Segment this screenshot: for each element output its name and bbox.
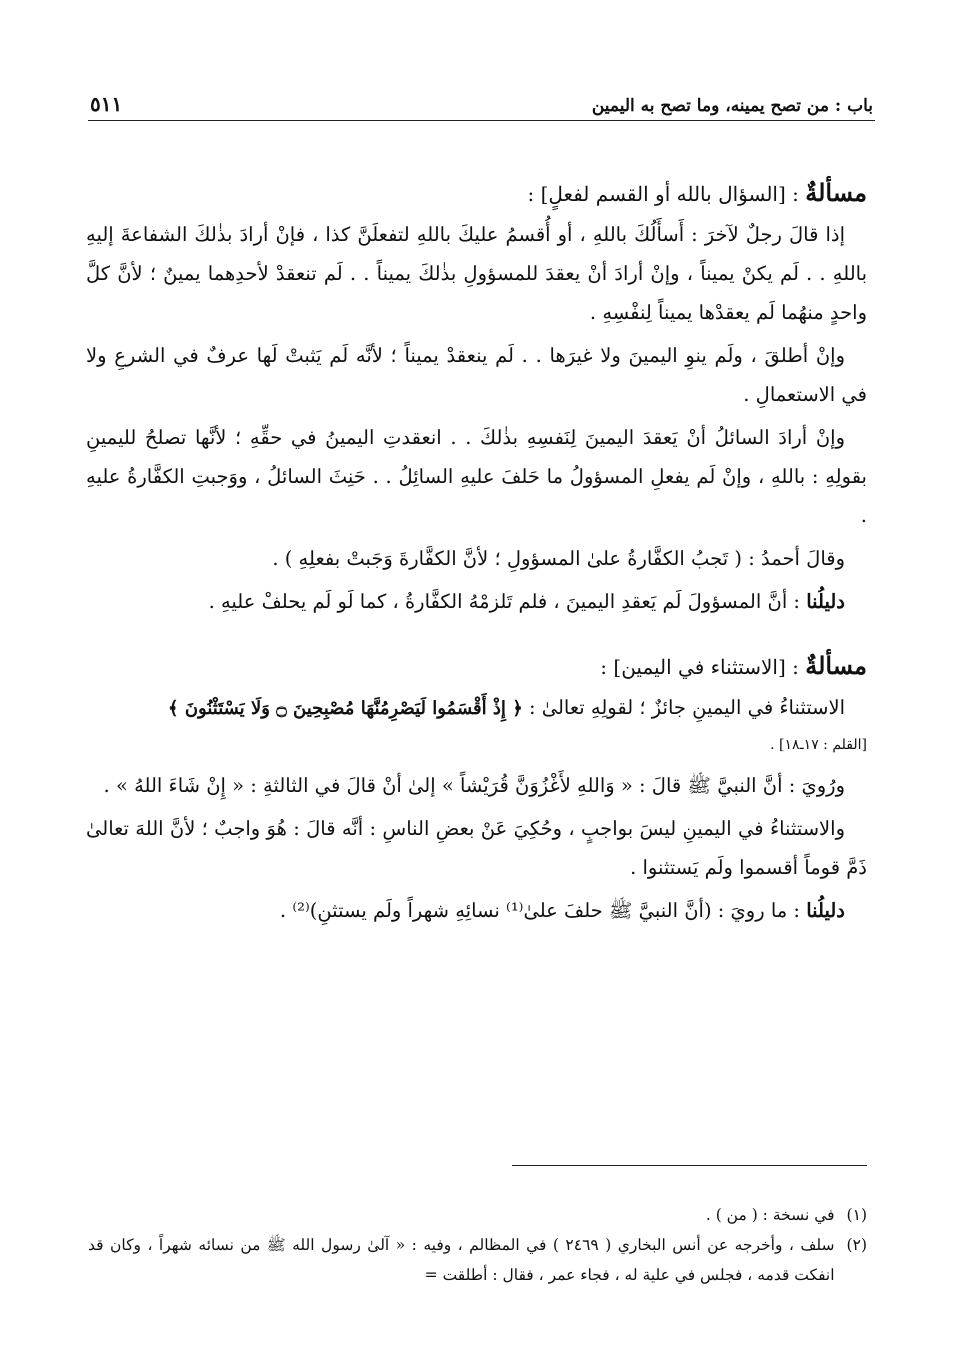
- section-heading-2: مسألةٌ : [الاستثناء في اليمين] :: [600, 651, 867, 680]
- footnote-text: في نسخة : ( من ) .: [705, 1206, 835, 1224]
- main-text: [86, 178, 867, 934]
- paragraph: وقالَ أحمدُ : ( تَجبُ الكفَّارةُ علىٰ المسؤولِ ؛ لأنَّ الكفَّارةَ وَجَبتْ بفعلِهِ ) .: [272, 547, 845, 570]
- footnote: [88, 1200, 867, 1230]
- footnote-number: (٢): [846, 1236, 867, 1254]
- issue-title: [الاستثناء في اليمين] :: [600, 655, 786, 679]
- paragraph: وإنْ أرادَ السائلُ أنْ يَعقدَ اليمينَ لِنَفسِهِ بذٰلكَ . . انعقدتِ اليمينُ في حقِّهِ ؛ لأنَّها تصلحُ لليمينِ بقولِهِ : باللهِ ، وإنْ لَم يفعلِ المسؤولُ ما حَلفَ عليهِ السائِلُ . . حَنِثَ السائلُ ، ووَجبتِ الكفَّارةُ عليهِ .: [86, 426, 867, 527]
- issue-keyword: مسألةٌ: [805, 651, 867, 680]
- verse-reference: [القلم : ١٧ـ١٨] .: [770, 737, 867, 753]
- paragraph: والاستثناءُ في اليمينِ ليسَ بواجبٍ ، وحُكِيَ عَنْ بعضِ الناسِ : أنَّه قالَ : هُوَ واجبٌ ؛ لأنَّ اللهَ تعالىٰ ذَمَّ قوماً أقسموا ولَم يَستثنوا .: [86, 817, 867, 879]
- issue-title: [السؤال بالله أو القسم لفعلٍ] :: [527, 182, 786, 206]
- evidence-paragraph: دليلُنا : ما رويَ : (أنَّ النبيَّ ﷺ حلفَ علىٰ⁽¹⁾ نسائِهِ شهراً ولَم يستثنِ)⁽²⁾ .: [279, 899, 845, 922]
- footnotes: [88, 1200, 867, 1290]
- quran-verse: ﴿ إِذْ أَقْسَمُوا لَيَصْرِمُنَّهَا مُصْبِحِينَ ۝ وَلَا يَسْتَثْنُونَ ﴾: [168, 698, 523, 719]
- issue-keyword: مسألةٌ: [805, 178, 867, 207]
- paragraph: ورُويَ : أنَّ النبيَّ ﷺ قالَ : « وَاللهِ لأَغْزُوَنَّ قُرَيْشاً » إلىٰ أنْ قالَ في الثالثةِ : « إِنْ شَاءَ اللهُ » .: [103, 774, 845, 797]
- paragraph: وإنْ أطلقَ ، ولَم ينوِ اليمينَ ولا غيرَها . . لَم ينعقدْ يميناً ؛ لأنَّه لَم يَثبتْ لَها عرفٌ في الشرعِ ولا في الاستعمالِ .: [86, 344, 867, 406]
- verse-paragraph: الاستثناءُ في اليمينِ جائزٌ ؛ لقولِهِ تعالىٰ : ﴿ إِذْ أَقْسَمُوا لَيَصْرِمُنَّهَا مُصْبِحِينَ ۝ وَلَا يَسْتَثْنُونَ ﴾: [168, 696, 845, 719]
- footnote-rule: [512, 1165, 867, 1166]
- evidence-keyword: دليلُنا: [806, 590, 845, 613]
- chapter-title: باب : من تصح يمينه، وما تصح به اليمين: [591, 96, 873, 116]
- section-heading-1: مسألةٌ : [السؤال بالله أو القسم لفعلٍ] :: [527, 178, 867, 207]
- footnote-number: (١): [846, 1206, 867, 1224]
- paragraph: إذا قالَ رجلٌ لآخرَ : أَسأَلُكَ باللهِ ، أو أُقسمُ عليكَ باللهِ لتفعلَنَّ كذا ، فإنْ أرادَ بذٰلكَ الشفاعةَ إليهِ باللهِ . . لَم يكنْ يميناً ، وإنْ أرادَ أنْ يعقدَ للمسؤولِ بذٰلكَ يميناً . . لَم تنعقدْ لأحدِهما يمينٌ ؛ لأنَّ كلَّ واحدٍ منهُما لَم يعقدْها يميناً لِنفْسِهِ .: [86, 223, 867, 324]
- header-rule: [88, 120, 875, 121]
- running-header: [90, 86, 873, 116]
- evidence-keyword: دليلُنا: [806, 899, 845, 922]
- evidence-paragraph: دليلُنا : أنَّ المسؤولَ لَم يَعقدِ اليمينَ ، فلم تَلزمْهُ الكفَّارةُ ، كما لَو لَم يحلفْ عليهِ .: [208, 590, 845, 613]
- footnote-text: سلف ، وأخرجه عن أنس البخاري ( ٢٤٦٩ ) في المظالم ، وفيه : « آلىٰ رسول الله ﷺ من نسائه شهراً ، وكان قد انفكت قدمه ، فجلس في علية له ، فجاء عمر ، فقال : أطلقت =: [88, 1236, 835, 1284]
- page-number: ٥١١: [90, 92, 123, 116]
- footnote: [88, 1230, 867, 1290]
